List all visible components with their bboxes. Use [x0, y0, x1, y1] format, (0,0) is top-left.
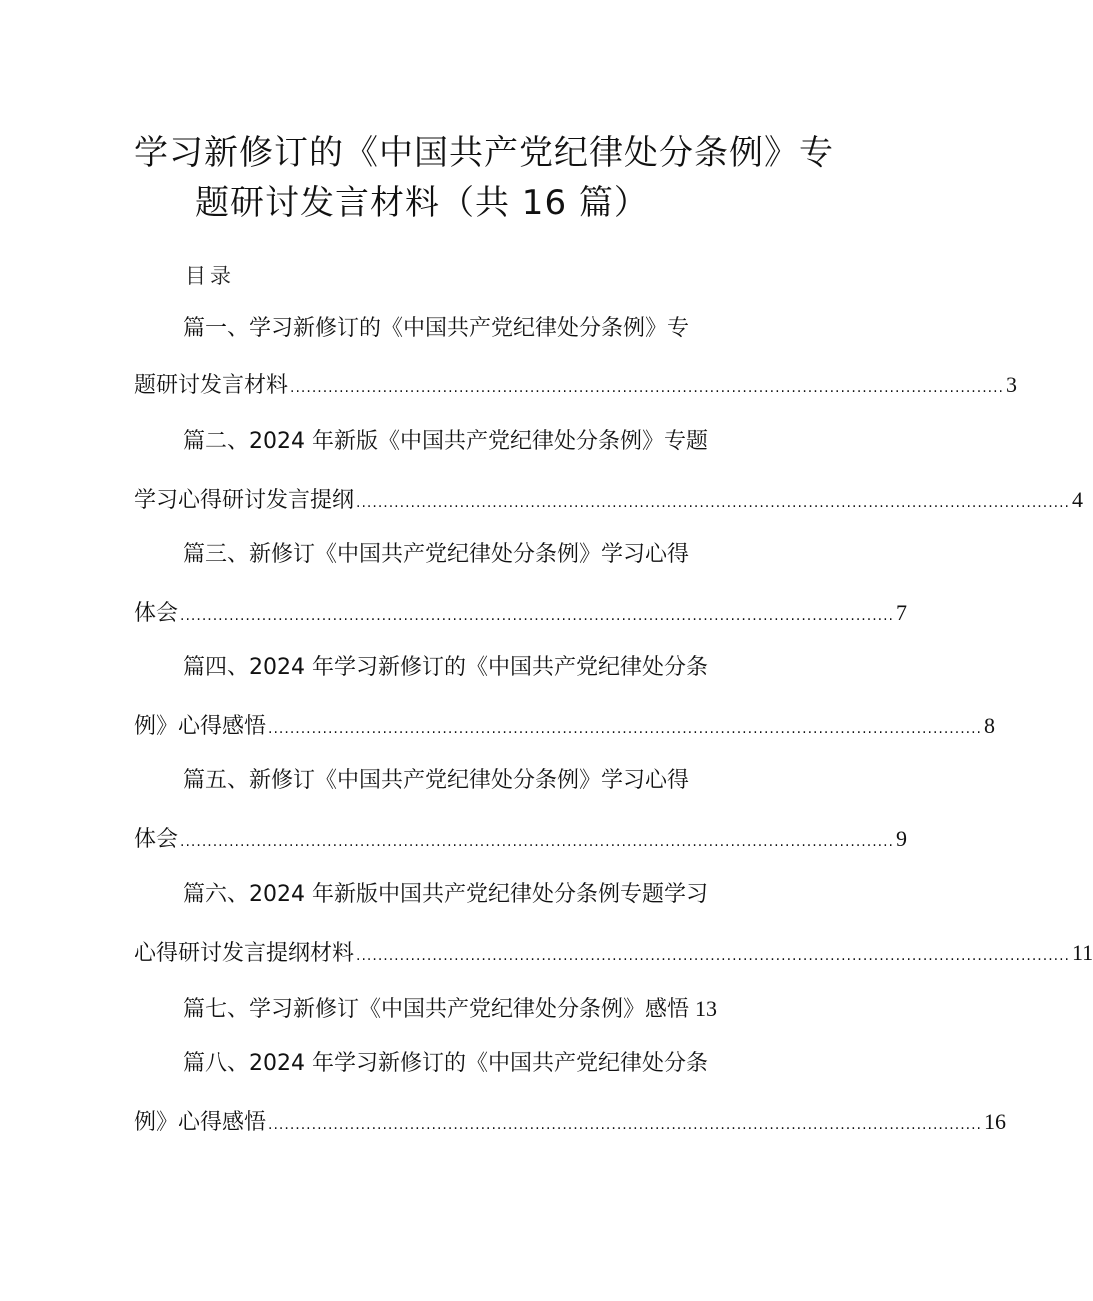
toc-entry-8-line-2[interactable] [134, 1107, 1006, 1140]
toc-entry-8-line-1[interactable] [183, 1049, 708, 1079]
title-line-2: 题研讨发言材料（共 16 篇） [195, 183, 649, 223]
toc-entry-2-line-1[interactable] [183, 427, 708, 457]
toc-leader-dots: ................................................................................................................................... [356, 495, 1070, 511]
toc-entry-text: 篇四、2024 年学习新修订的《中国共产党纪律处分条 [183, 655, 708, 680]
toc-entry-5-line-2[interactable] [134, 824, 907, 857]
toc-entry-3-line-1[interactable] [183, 540, 689, 570]
toc-entry-text: 体会 [134, 601, 179, 626]
toc-page-number: 8 [984, 713, 995, 738]
toc-leader-dots: ................................................................................................................................... [180, 834, 894, 850]
toc-entry-4-line-2[interactable] [134, 711, 995, 744]
toc-entry-text: 学习心得研讨发言提纲 [134, 488, 355, 513]
toc-entry-text: 篇二、2024 年新版《中国共产党纪律处分条例》专题 [183, 429, 708, 454]
toc-leader-dots: ................................................................................................................................... [356, 948, 1070, 964]
toc-entry-3-line-2[interactable] [134, 598, 907, 631]
toc-entry-2-line-2[interactable] [134, 485, 1083, 518]
toc-page-number: 9 [896, 826, 907, 851]
toc-leader-dots: ................................................................................................................................... [268, 721, 982, 737]
toc-entry-text: 篇七、学习新修订《中国共产党纪律处分条例》感悟 [183, 997, 690, 1022]
toc-entry-text: 篇五、新修订《中国共产党纪律处分条例》学习心得 [183, 768, 690, 793]
toc-page-number: 13 [695, 996, 718, 1021]
toc-entry-6-line-1[interactable] [183, 880, 708, 910]
toc-heading: 目录 [185, 264, 235, 288]
toc-entry-6-line-2[interactable] [134, 938, 1093, 971]
toc-entry-text: 篇三、新修订《中国共产党纪律处分条例》学习心得 [183, 542, 690, 567]
toc-entry-text: 例》心得感悟 [134, 1110, 267, 1135]
toc-entry-text: 篇八、2024 年学习新修订的《中国共产党纪律处分条 [183, 1051, 708, 1076]
toc-page-number: 4 [1072, 487, 1083, 512]
title-line-1: 学习新修订的《中国共产党纪律处分条例》专 [134, 133, 834, 173]
toc-entry-7-line-1[interactable] [183, 994, 717, 1025]
toc-page-number: 3 [1006, 372, 1017, 397]
toc-entry-1-line-1[interactable] [183, 314, 689, 344]
toc-entry-text: 篇一、学习新修订的《中国共产党纪律处分条例》专 [183, 316, 690, 341]
toc-entry-5-line-1[interactable] [183, 766, 689, 796]
toc-entry-text: 题研讨发言材料 [134, 373, 289, 398]
toc-entry-text: 心得研讨发言提纲材料 [134, 941, 355, 966]
toc-leader-dots: ................................................................................................................................... [268, 1117, 982, 1133]
toc-leader-dots: ................................................................................................................................... [290, 380, 1004, 396]
toc-entry-text: 例》心得感悟 [134, 714, 267, 739]
toc-page-number: 11 [1072, 940, 1093, 965]
toc-page-number: 16 [984, 1109, 1006, 1134]
toc-leader-dots: ................................................................................................................................... [180, 608, 894, 624]
toc-entry-4-line-1[interactable] [183, 653, 708, 683]
toc-entry-1-line-2[interactable] [134, 370, 1017, 403]
toc-entry-text: 体会 [134, 827, 179, 852]
toc-entry-text: 篇六、2024 年新版中国共产党纪律处分条例专题学习 [183, 882, 708, 907]
toc-page-number: 7 [896, 600, 907, 625]
